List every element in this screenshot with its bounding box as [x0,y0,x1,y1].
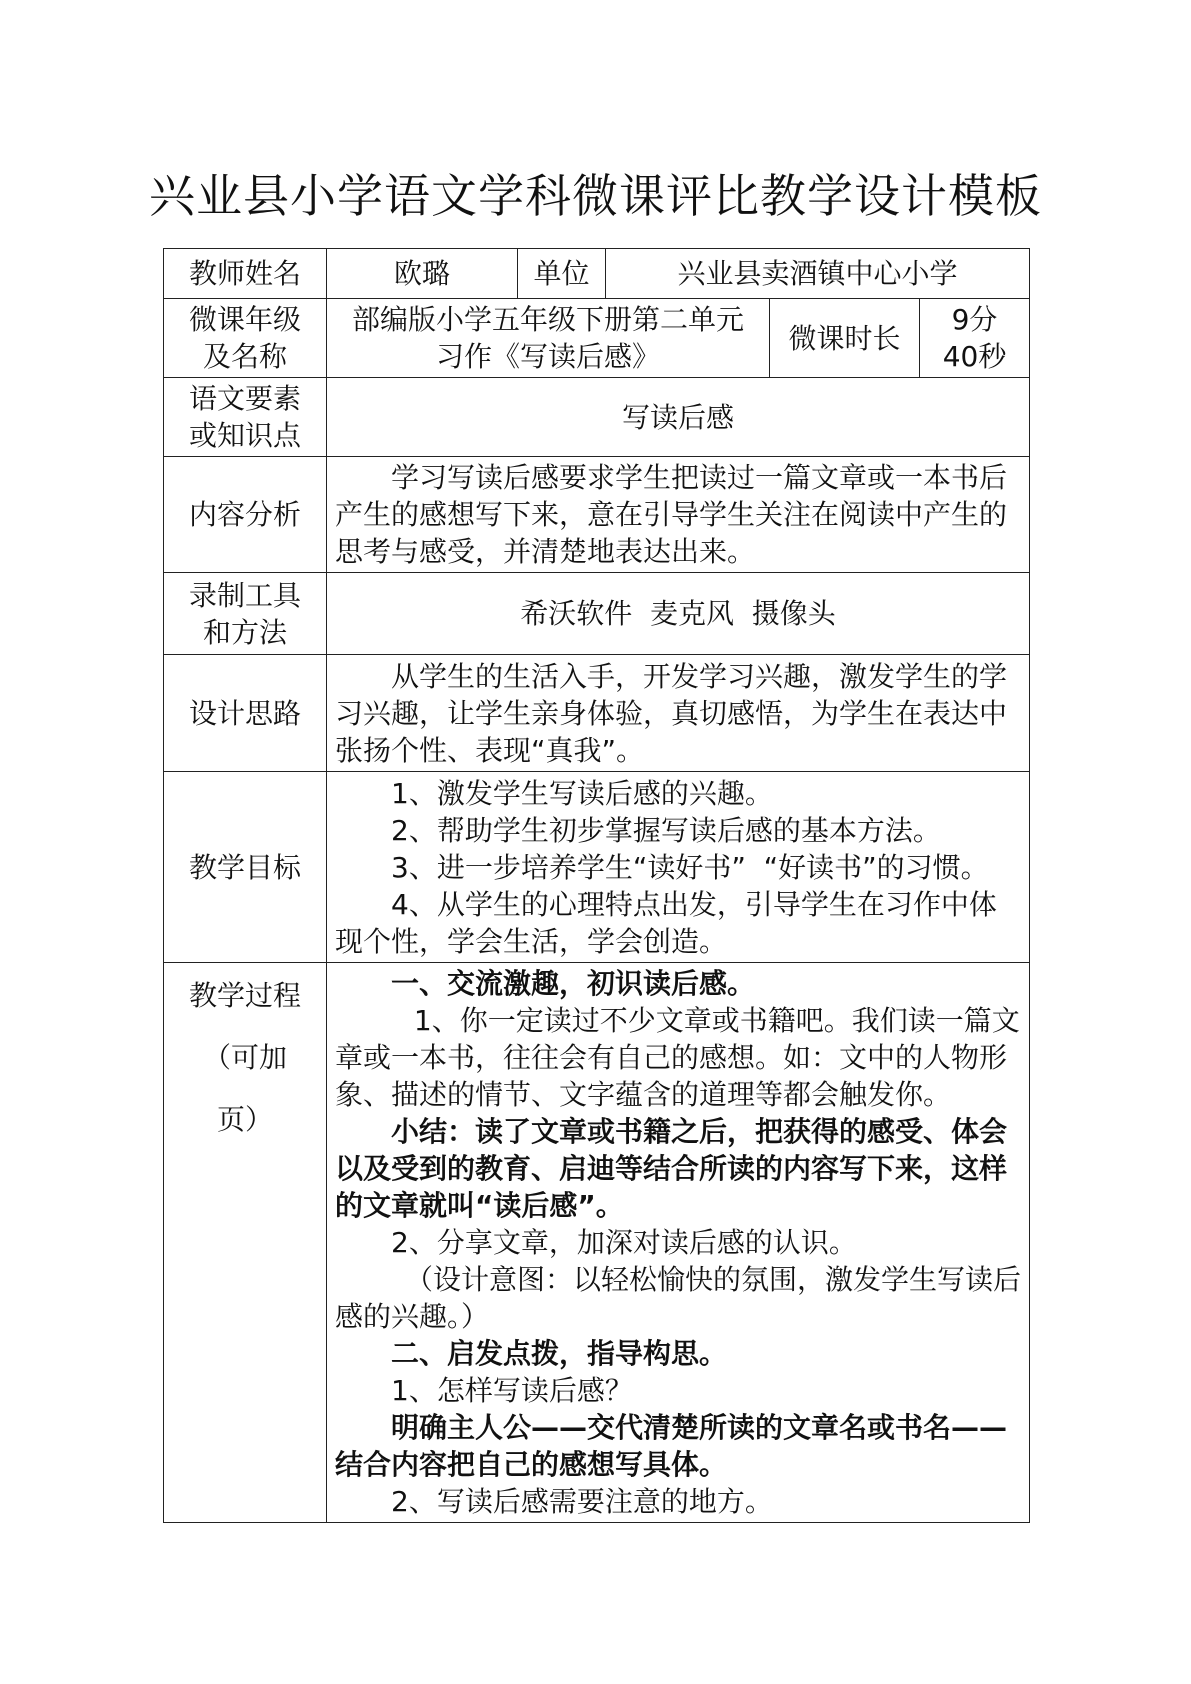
knowledge-point-label-line1: 语文要素 [188,382,301,415]
course-name-label [164,299,327,378]
process-summary: 小结：读了文章或书籍之后，把获得的感受、体会以及受到的教育、启迪等结合所读的内容写下来，这样的文章就叫“读后感”。 [335,1115,1008,1222]
content-analysis-text: 学习写读后感要求学生把读过一篇文章或一本书后产生的感想写下来，意在引导学生关注在阅读中产生的思考与感受，并清楚地表达出来。 [335,461,1008,568]
row-teacher [164,249,1030,299]
teacher-name-label: 教师姓名 [164,249,327,299]
knowledge-point-label-line2: 或知识点 [188,419,301,452]
recording-tools-label-line1: 录制工具 [188,578,301,612]
process-paragraph: 2、分享文章，加深对读后感的认识。 [391,1226,857,1259]
goal-item: 1、激发学生写读后感的兴趣。 [391,776,773,810]
knowledge-point-label [164,378,327,457]
recording-tools-label [164,573,327,655]
teaching-process-value [327,963,1030,1523]
page-title: 兴业县小学语文学科微课评比教学设计模板 [149,169,1042,223]
teaching-goals-value [327,772,1030,963]
row-content-analysis [164,457,1030,573]
course-name-label-line2: 及名称 [202,340,287,373]
process-section-heading: 一、交流激趣，初识读后感。 [391,967,756,1000]
duration-label: 微课时长 [770,299,920,378]
row-design-idea [164,655,1030,772]
process-paragraph: 2、写读后感需要注意的地方。 [391,1485,773,1518]
teaching-process-label-line1: 教学过程 [188,979,301,1012]
teaching-process-label-line2: （可加 [202,1041,287,1074]
teaching-process-label [164,963,327,1523]
row-teaching-process [164,963,1030,1523]
lesson-design-form [163,248,1030,1523]
teaching-process-label-line3: 页） [216,1103,273,1136]
recording-tools-value: 希沃软件 麦克风 摄像头 [327,573,1030,655]
goal-item: 3、进一步培养学生“读好书” “好读书”的习惯。 [391,850,989,884]
process-design-intent: （设计意图：以轻松愉快的氛围，激发学生写读后感的兴趣。） [335,1263,1022,1333]
unit-value: 兴业县卖酒镇中心小学 [606,249,1030,299]
content-analysis-label: 内容分析 [164,457,327,573]
process-paragraph: 1、你一定读过不少文章或书籍吧。我们读一篇文章或一本书，往往会有自己的感想。如：文中的人物形象、描述的情节、文字蕴含的道理等都会触发你。 [335,1004,1020,1111]
row-knowledge-point [164,378,1030,457]
course-name-line2: 习作《写读后感》 [435,340,660,373]
process-paragraph: 1、怎样写读后感？ [391,1374,633,1407]
knowledge-point-value: 写读后感 [327,378,1030,457]
process-summary: 明确主人公——交代清楚所读的文章名或书名——结合内容把自己的感想写具体。 [335,1411,1008,1481]
course-name-label-line1: 微课年级 [188,303,301,336]
row-teaching-goals [164,772,1030,963]
row-course-name [164,299,1030,378]
duration-line1: 9分 [951,303,998,336]
teacher-name: 欧璐 [327,249,518,299]
teaching-goals-label: 教学目标 [164,772,327,963]
recording-tools-label-line2: 和方法 [202,615,287,649]
design-idea-value [327,655,1030,772]
content-analysis-value [327,457,1030,573]
duration-line2: 40秒 [942,340,1007,373]
course-name-line1: 部编版小学五年级下册第二单元 [351,303,744,336]
row-recording-tools [164,573,1030,655]
goal-item: 4、从学生的心理特点出发，引导学生在习作中体现个性，学会生活，学会创造。 [335,887,997,958]
goal-item: 2、帮助学生初步掌握写读后感的基本方法。 [391,813,941,847]
process-section-heading: 二、启发点拨，指导构思。 [391,1337,728,1370]
design-idea-label: 设计思路 [164,655,327,772]
duration-value [920,299,1030,378]
unit-label: 单位 [518,249,606,299]
course-name-value [327,299,770,378]
design-idea-text: 从学生的生活入手，开发学习兴趣，激发学生的学习兴趣，让学生亲身体验，真切感悟，为学生在表达中张扬个性、表现“真我”。 [335,659,1008,767]
